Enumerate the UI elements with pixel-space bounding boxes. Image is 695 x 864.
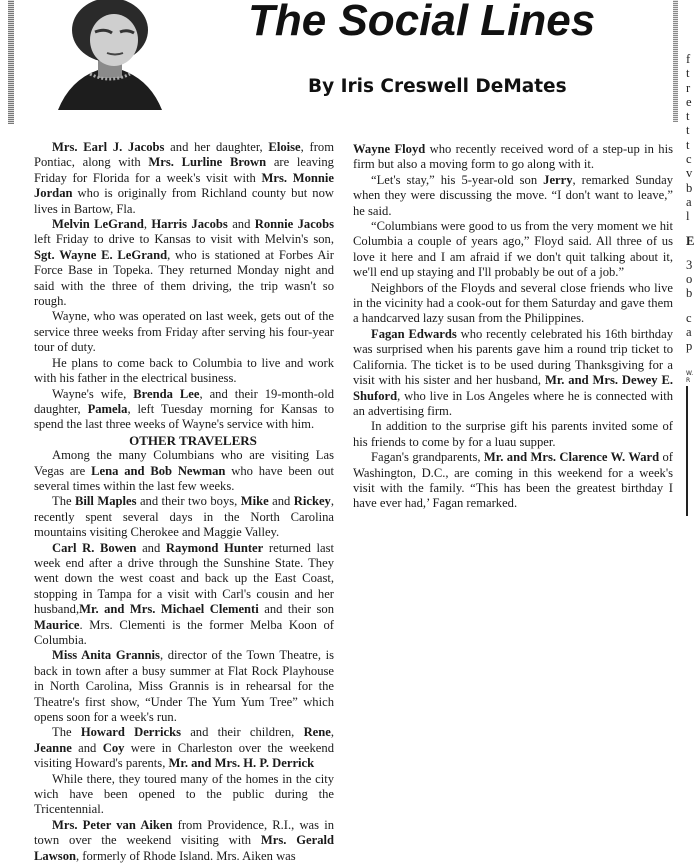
article-paragraph xyxy=(34,356,334,387)
fragment-letter: e xyxy=(686,94,692,109)
paragraph-text: , director of the Town Theatre, is back in town after a busy summer at Flat Rock Playhouse in North Carolina, Miss Grannis is in rehearsal for the Theatre's first show, “Under The Yum Yum Tree” which opens soon for a week's run. xyxy=(34,648,335,725)
paragraph-text: of Washington, D.C., are coming in this weekend for a week's visit with the family. “This has been the greatest birthday I have ever had,’ Fagan remarked. xyxy=(353,450,673,511)
bold-name: Wayne Floyd xyxy=(353,142,426,156)
paragraph-text: , remarked Sunday when they were discussing the move. “I don't want to leave,” he said. xyxy=(353,172,673,218)
bold-name: Melvin LeGrand xyxy=(52,217,144,232)
bold-name: Bill Maples xyxy=(75,494,137,509)
section-heading-other-travelers: OTHER TRAVELERS xyxy=(129,432,257,448)
paragraph-text: . Mrs. Clementi is the former Melba Koon of Columbia. xyxy=(34,617,334,647)
paragraph-text: were in Charleston over the weekend visiting Howard's parents, xyxy=(34,740,334,771)
paragraph-text: and their son xyxy=(258,602,335,617)
article-paragraph xyxy=(34,387,334,433)
article-paragraph xyxy=(353,219,673,281)
right-article-column xyxy=(353,142,673,512)
fragment-letter: v xyxy=(686,166,693,181)
author-portrait-photo xyxy=(50,0,170,112)
paragraph-text: He plans to come back to Columbia to live and work with his father in the electrical business. xyxy=(34,355,334,386)
adjacent-column-fragment xyxy=(686,52,695,224)
other-travelers-paragraphs xyxy=(34,448,334,864)
paragraph-text: left Friday to drive to Kansas to visit with Melvin's son, xyxy=(34,232,334,247)
bold-name: Maurice xyxy=(34,617,80,632)
bold-name: Lena and Bob Newman xyxy=(91,463,226,478)
bold-name: Ronnie Jacobs xyxy=(254,217,334,232)
paragraph-text: , left Tuesday morning for Kansas to spend the last three weeks of Wayne's service with him. xyxy=(34,401,334,432)
article-paragraph xyxy=(353,419,673,450)
article-paragraph xyxy=(353,142,673,173)
bold-name: Fagan Edwards xyxy=(371,326,457,341)
fragment-letter: c xyxy=(686,152,692,167)
paragraph-text: “Columbians were good to us from the very moment we hit Columbia a couple of years ago,” Floyd said. All three of us love it here and I am afraid if we don't quit talking about it, we'll end up staying and I'll probably be out of a job.” xyxy=(353,219,673,280)
paragraph-text: and xyxy=(227,217,255,232)
fragment-letter: r xyxy=(686,80,691,95)
paragraph-text: , recently spent several days in the North Carolina mountains visiting Cherokee and Maggie Valley. xyxy=(34,494,334,540)
fragment-letter: b xyxy=(686,286,693,301)
article-paragraph xyxy=(34,217,334,309)
left-article-column xyxy=(34,140,334,864)
adjacent-column-fragment-heading: E xyxy=(686,233,695,248)
fragment-letter: p xyxy=(686,339,693,354)
paragraph-text: who recently received word of a step-up in his firm but also a moving form to go along with it. xyxy=(353,142,673,172)
fragment-letter: f xyxy=(686,52,691,66)
article-paragraph xyxy=(34,494,334,540)
bold-name: Miss Anita Grannis xyxy=(52,648,160,663)
paragraph-text: who recently celebrated his 16th birthday was surprised when his parents gave him a round trip ticket to California. The ticket is to be used during Thanksgiving for a visit with his sister and her husband, xyxy=(353,326,673,388)
fragment-letter: a xyxy=(686,194,692,209)
fragment-letter: l xyxy=(686,209,690,224)
left-paragraphs xyxy=(34,140,334,433)
paragraph-text: and their children, xyxy=(180,725,304,740)
paragraph-text: returned last week end after a drive through the Sunshine State. They went down the west coast and back up the East Coast, stopping in Tampa for a visit with Carl's cousin and her husband, xyxy=(34,540,335,617)
paragraph-text: , from Pontiac, along with xyxy=(34,140,334,170)
paragraph-text: and her daughter, xyxy=(164,140,269,154)
bold-name: Pamela xyxy=(87,401,128,416)
article-paragraph xyxy=(34,648,334,725)
paragraph-text: and their two boys, xyxy=(136,494,241,509)
paragraph-text: Neighbors of the Floyds and several close friends who live in the vicinity had a cook-out for them Saturday and gave them a handcarved lazy susan from the Philippines. xyxy=(353,280,673,326)
article-paragraph xyxy=(353,281,673,327)
fragment-letter: c xyxy=(686,310,692,325)
paragraph-text: Among the many Columbians who are visiting Las Vegas are xyxy=(34,448,334,478)
article-paragraph xyxy=(34,140,334,217)
bold-name: Mrs. Lurline Brown xyxy=(148,155,267,170)
paragraph-text: “Let's stay,” his 5-year-old son xyxy=(371,172,544,187)
bold-name: Eloise xyxy=(268,140,301,154)
paragraph-text: Wayne's wife, xyxy=(52,386,134,401)
article-paragraph xyxy=(34,725,334,771)
paragraph-text: The xyxy=(52,494,76,509)
paragraph-text: Fagan's grandparents, xyxy=(371,450,484,465)
bold-name: Rickey xyxy=(293,494,331,509)
adjacent-column-fragment xyxy=(686,258,695,301)
paragraph-text: who have been out several times within the last few weeks. xyxy=(34,463,335,493)
fragment-letter: b xyxy=(686,180,693,195)
adjacent-cartoon-fragment xyxy=(686,386,695,516)
bold-name: Mrs. Monnie Jordan xyxy=(34,170,334,201)
paragraph-text: In addition to the surprise gift his parents invited some of his friends to come by for a luau supper. xyxy=(353,419,673,449)
adjacent-column-fragment xyxy=(686,311,695,354)
paragraph-text: , xyxy=(143,217,152,232)
bold-name: Mr. and Mrs. H. P. Derrick xyxy=(168,756,315,771)
paragraph-text: are leaving Friday for Florida for a week's visit with xyxy=(34,155,334,185)
bold-name: Jeanne xyxy=(34,740,72,755)
paragraph-text: While there, they toured many of the homes in the city wich have been opened to the public during the Tricentennial. xyxy=(34,771,334,817)
bold-name: Sgt. Wayne E. LeGrand xyxy=(34,247,168,262)
paragraph-text: , who is stationed at Forbes Air Force Base in Topeka. They returned Monday night and said with the three of them driving, the trip wasn't so rough. xyxy=(34,247,334,309)
fragment-letter: t xyxy=(686,66,690,81)
fragment-letter: t xyxy=(686,123,690,138)
fragment-letter: t xyxy=(686,109,690,124)
paragraph-text: , formerly of Rhode Island. Mrs. Aiken was xyxy=(76,848,296,863)
paragraph-text: , xyxy=(330,725,334,740)
fragment-letter: a xyxy=(686,325,692,340)
paragraph-text: , and their 19-month-old daughter, xyxy=(34,386,334,416)
bold-name: Mr. and Mrs. Michael Clementi xyxy=(79,602,259,617)
bold-name: Brenda Lee xyxy=(133,386,200,401)
page-edge-strip xyxy=(8,0,14,124)
bold-name: Raymond Hunter xyxy=(165,540,264,555)
column-title: The Social Lines xyxy=(248,0,596,45)
author-byline: By Iris Creswell DeMates xyxy=(308,76,567,97)
article-paragraph xyxy=(34,541,334,649)
bold-name: Coy xyxy=(102,740,125,755)
paragraph-text: , who live in Los Angeles where he is connected with an advertising firm. xyxy=(353,388,673,418)
adjacent-column-fragments xyxy=(686,52,695,516)
cartoon-label-fragment: W. R xyxy=(686,369,694,384)
bold-name: Harris Jacobs xyxy=(151,217,228,232)
right-paragraphs xyxy=(353,142,673,512)
bold-name: Mrs. Gerald Lawson xyxy=(34,833,334,863)
fragment-letter: o xyxy=(686,272,693,287)
fragment-letter: t xyxy=(686,137,690,152)
bold-name: Mr. and Mrs. Clarence W. Ward xyxy=(483,450,660,465)
paragraph-text: The xyxy=(52,725,81,740)
article-paragraph xyxy=(34,818,334,864)
bold-name: Jerry xyxy=(543,172,573,187)
paragraph-text: who is originally from Richland county but now lives in Bartow, Fla. xyxy=(34,186,334,216)
paragraph-text: Wayne, who was operated on last week, gets out of the service three weeks from Friday after serving his four-year tour of duty. xyxy=(34,309,334,355)
column-rule-strip xyxy=(673,0,678,122)
paragraph-text: from Providence, R.I., was in town over the weekend visiting with xyxy=(34,817,334,848)
paragraph-text: and xyxy=(268,494,294,509)
article-paragraph xyxy=(353,450,673,512)
bold-name: Rene xyxy=(303,725,331,740)
bold-name: Mr. and Mrs. Dewey E. Shuford xyxy=(353,373,674,403)
paragraph-text: and xyxy=(71,740,103,755)
bold-name: Mrs. Earl J. Jacobs xyxy=(52,140,165,154)
bold-name: Carl R. Bowen xyxy=(52,540,137,555)
article-paragraph xyxy=(34,309,334,355)
bold-name: Howard Derricks xyxy=(80,725,181,740)
article-paragraph xyxy=(353,173,673,219)
paragraph-text: and xyxy=(136,540,166,555)
article-paragraph xyxy=(34,772,334,818)
bold-name: Mrs. Peter van Aiken xyxy=(52,817,173,832)
bold-name: Mike xyxy=(240,494,269,509)
article-paragraph xyxy=(34,448,334,494)
article-paragraph xyxy=(353,327,673,419)
fragment-letter: 3 xyxy=(686,257,693,272)
